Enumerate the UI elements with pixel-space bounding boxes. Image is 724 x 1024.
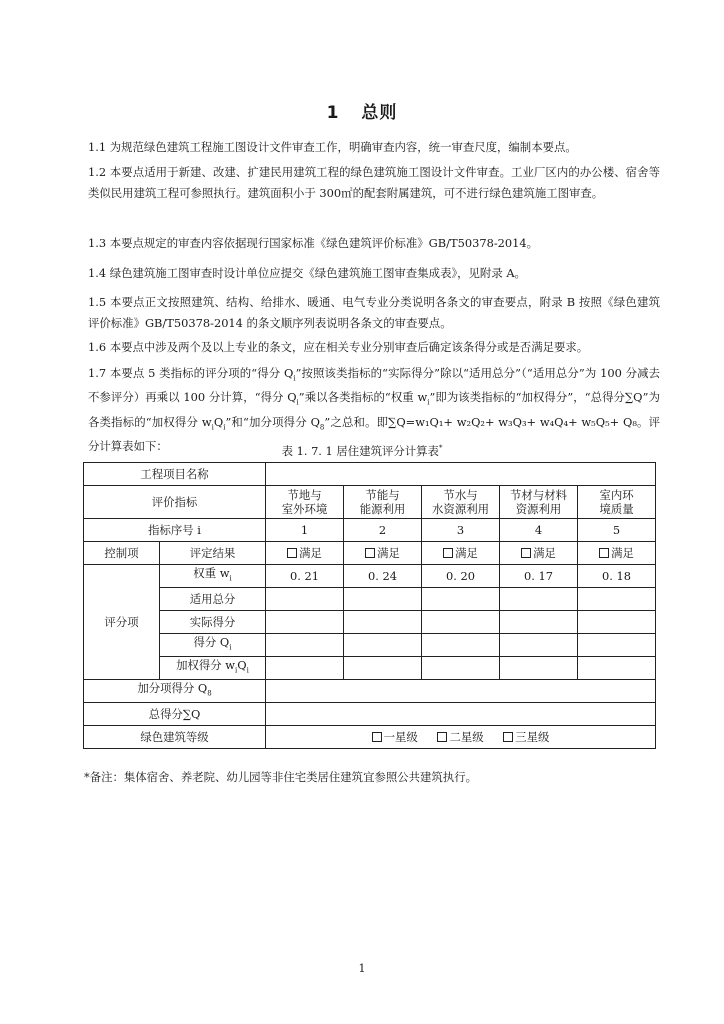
table-row (84, 726, 656, 749)
actual-label: 实际得分 (160, 611, 266, 634)
grade-label: 绿色建筑等级 (84, 726, 266, 749)
subscript-i: i (293, 374, 296, 383)
empty-cell[interactable] (422, 657, 500, 680)
indicator-3-line1: 节水与 (443, 488, 478, 502)
index-label: 指标序号 i (84, 519, 266, 542)
empty-cell[interactable] (266, 634, 344, 657)
empty-cell[interactable] (422, 634, 500, 657)
satisfy-cell (344, 542, 422, 565)
indicator-5 (578, 486, 656, 519)
clause-1-1: 1.1 为规范绿色建筑工程施工图设计文件审查工作，明确审查内容，统一审查尺度，编制本要点。 (88, 140, 577, 154)
satisfy-label: 满足 (533, 546, 556, 560)
total-label: 总得分∑Q (84, 703, 266, 726)
empty-cell[interactable] (266, 657, 344, 680)
empty-cell[interactable] (266, 611, 344, 634)
section-number: 1 (326, 103, 340, 123)
scoring-label: 评分项 (84, 565, 160, 680)
checkbox-icon[interactable] (599, 548, 609, 558)
empty-cell[interactable] (578, 634, 656, 657)
satisfy-cell (500, 542, 578, 565)
bonus-value-cell[interactable] (266, 680, 656, 703)
table-note: *备注：集体宿舍、养老院、幼儿园等非住宅类居住建筑宜参照公共建筑执行。 (84, 770, 477, 784)
weight-cell: 0. 18 (578, 565, 656, 588)
subscript-i: i (229, 574, 232, 583)
grade-option-label: 三星级 (515, 730, 550, 744)
section-title: 总则 (361, 103, 398, 123)
bonus-label-text: 加分项得分 Q (137, 681, 208, 696)
indicator-2 (344, 486, 422, 519)
empty-cell[interactable] (500, 611, 578, 634)
table-row (84, 463, 656, 486)
empty-cell[interactable] (344, 657, 422, 680)
clause-1-7-part-b: ”按照该类指标的“实际得分”除以“适用总分”（“适用总分”为 100 分减去不参评分）再乘以 100 分计算，“得分 Q (88, 366, 660, 405)
score-label-text: 得分 Q (193, 635, 230, 650)
table-row (84, 542, 656, 565)
satisfy-cell (422, 542, 500, 565)
subscript-8: 8 (207, 689, 212, 698)
grade-option-two-star[interactable] (437, 730, 483, 744)
section-heading (0, 98, 724, 123)
project-name-label: 工程项目名称 (84, 463, 266, 486)
subscript-i: i (235, 666, 238, 675)
index-cell: 2 (344, 519, 422, 542)
indicator-label: 评价指标 (84, 486, 266, 519)
index-cell: 4 (500, 519, 578, 542)
table-caption-text: 表 1. 7. 1 居住建筑评分计算表 (281, 444, 439, 458)
table-row (84, 486, 656, 519)
empty-cell[interactable] (500, 657, 578, 680)
table-caption-mark: * (438, 444, 443, 453)
weight-cell: 0. 21 (266, 565, 344, 588)
empty-cell[interactable] (500, 634, 578, 657)
clause-1-2: 1.2 本要点适用于新建、改建、扩建民用建筑工程的绿色建筑施工图设计文件审查。工业厂区内的办公楼、宿舍等类似民用建筑工程可参照执行。建筑面积小于 300㎡的配套附属建筑，可不进行绿色建筑施工图审查。 (88, 165, 660, 200)
indicator-4-line2: 资源利用 (515, 502, 562, 516)
indicator-2-line1: 节能与 (365, 488, 400, 502)
result-label: 评定结果 (160, 542, 266, 565)
score-label (160, 634, 266, 657)
satisfy-label: 满足 (455, 546, 478, 560)
weighted-label (160, 657, 266, 680)
subscript-i: i (223, 422, 226, 431)
index-cell: 1 (266, 519, 344, 542)
subscript-i: i (296, 398, 299, 407)
indicator-1-line1: 节地与 (287, 488, 322, 502)
checkbox-icon[interactable] (503, 732, 513, 742)
control-label: 控制项 (84, 542, 160, 565)
weight-cell: 0. 20 (422, 565, 500, 588)
empty-cell[interactable] (344, 588, 422, 611)
clause-1-7-part-d: ”即为该类指标的“加权得分”，“总得分∑Q”为各类指标的“加权得分 w (88, 390, 660, 429)
empty-cell[interactable] (578, 611, 656, 634)
weight-cell: 0. 24 (344, 565, 422, 588)
clause-1-7-part-a: 1.7 本要点 5 类指标的评分项的“得分 Q (88, 366, 294, 380)
satisfy-label: 满足 (611, 546, 634, 560)
grade-option-label: 一星级 (383, 730, 418, 744)
indicator-1-line2: 室外环境 (281, 502, 328, 516)
index-cell: 3 (422, 519, 500, 542)
subscript-i: i (211, 422, 214, 431)
table-caption (0, 443, 724, 459)
table-row (84, 588, 656, 611)
clause-1-3: 1.3 本要点规定的审查内容依据现行国家标准《绿色建筑评价标准》GB/T50378-2014。 (88, 236, 539, 250)
table-row (84, 611, 656, 634)
table-row (84, 680, 656, 703)
grade-options (266, 726, 656, 749)
indicator-4-line1: 节材与材料 (510, 488, 567, 502)
indicator-3-line2: 水资源利用 (432, 502, 489, 516)
indicator-5-line2: 境质量 (599, 502, 634, 516)
satisfy-label: 满足 (299, 546, 322, 560)
table-row (84, 634, 656, 657)
checkbox-icon[interactable] (521, 548, 531, 558)
weight-label (160, 565, 266, 588)
checkbox-icon[interactable] (365, 548, 375, 558)
satisfy-label: 满足 (377, 546, 400, 560)
clause-1-6: 1.6 本要点中涉及两个及以上专业的条文，应在相关专业分别审查后确定该条得分或是否满足要求。 (88, 340, 589, 354)
weighted-label-q: Q (237, 658, 247, 673)
page-number: 1 (358, 962, 366, 975)
clause-1-5: 1.5 本要点正文按照建筑、结构、给排水、暖通、电气专业分类说明各条文的审查要点，附录 B 按照《绿色建筑评价标准》GB/T50378-2014 的条文顺序列表说明各条文的审查要点。 (88, 295, 660, 330)
residential-score-table (83, 462, 656, 749)
checkbox-icon[interactable] (443, 548, 453, 558)
checkbox-icon[interactable] (287, 548, 297, 558)
empty-cell[interactable] (500, 588, 578, 611)
clause-1-7-part-e: Q (213, 414, 224, 429)
indicator-5-line1: 室内环 (599, 488, 634, 502)
table-row (84, 565, 656, 588)
grade-option-one-star[interactable] (372, 730, 418, 744)
empty-cell[interactable] (344, 634, 422, 657)
indicator-1 (266, 486, 344, 519)
clause-1-7-part-g: ”之总和。即∑Q=w₁Q₁+ w₂Q₂+ w₃Q₃+ w₄Q₄+ w₅Q₅+ Q₈。评分计算表如下： (88, 414, 661, 453)
subscript-i: i (229, 643, 232, 652)
checkbox-icon[interactable] (372, 732, 382, 742)
indicator-3 (422, 486, 500, 519)
empty-cell[interactable] (578, 657, 656, 680)
weighted-label-text: 加权得分 w (176, 658, 236, 673)
empty-cell[interactable] (266, 588, 344, 611)
empty-cell[interactable] (422, 588, 500, 611)
clause-1-4: 1.4 绿色建筑施工图审查时设计单位应提交《绿色建筑施工图审查集成表》，见附录 A。 (88, 266, 526, 280)
total-value-cell[interactable] (266, 703, 656, 726)
subscript-i: i (427, 398, 430, 407)
satisfy-cell (578, 542, 656, 565)
table-row (84, 703, 656, 726)
project-name-cell (266, 463, 656, 486)
subscript-i: i (246, 666, 249, 675)
weight-label-text: 权重 w (193, 566, 230, 581)
table-row (84, 519, 656, 542)
empty-cell[interactable] (578, 588, 656, 611)
table-row (84, 657, 656, 680)
satisfy-cell (266, 542, 344, 565)
bonus-label (84, 680, 266, 703)
empty-cell[interactable] (422, 611, 500, 634)
empty-cell[interactable] (344, 611, 422, 634)
weight-cell: 0. 17 (500, 565, 578, 588)
indicator-2-line2: 能源利用 (359, 502, 406, 516)
clause-1-7-part-f: ”和“加分项得分 Q (225, 414, 320, 429)
index-cell: 5 (578, 519, 656, 542)
subscript-8: 8 (319, 422, 325, 431)
clause-1-7-part-c: ”乘以各类指标的“权重 w (298, 390, 428, 405)
applicable-label: 适用总分 (160, 588, 266, 611)
indicator-4 (500, 486, 578, 519)
grade-option-label: 二星级 (449, 730, 484, 744)
checkbox-icon[interactable] (437, 732, 447, 742)
grade-option-three-star[interactable] (503, 730, 549, 744)
